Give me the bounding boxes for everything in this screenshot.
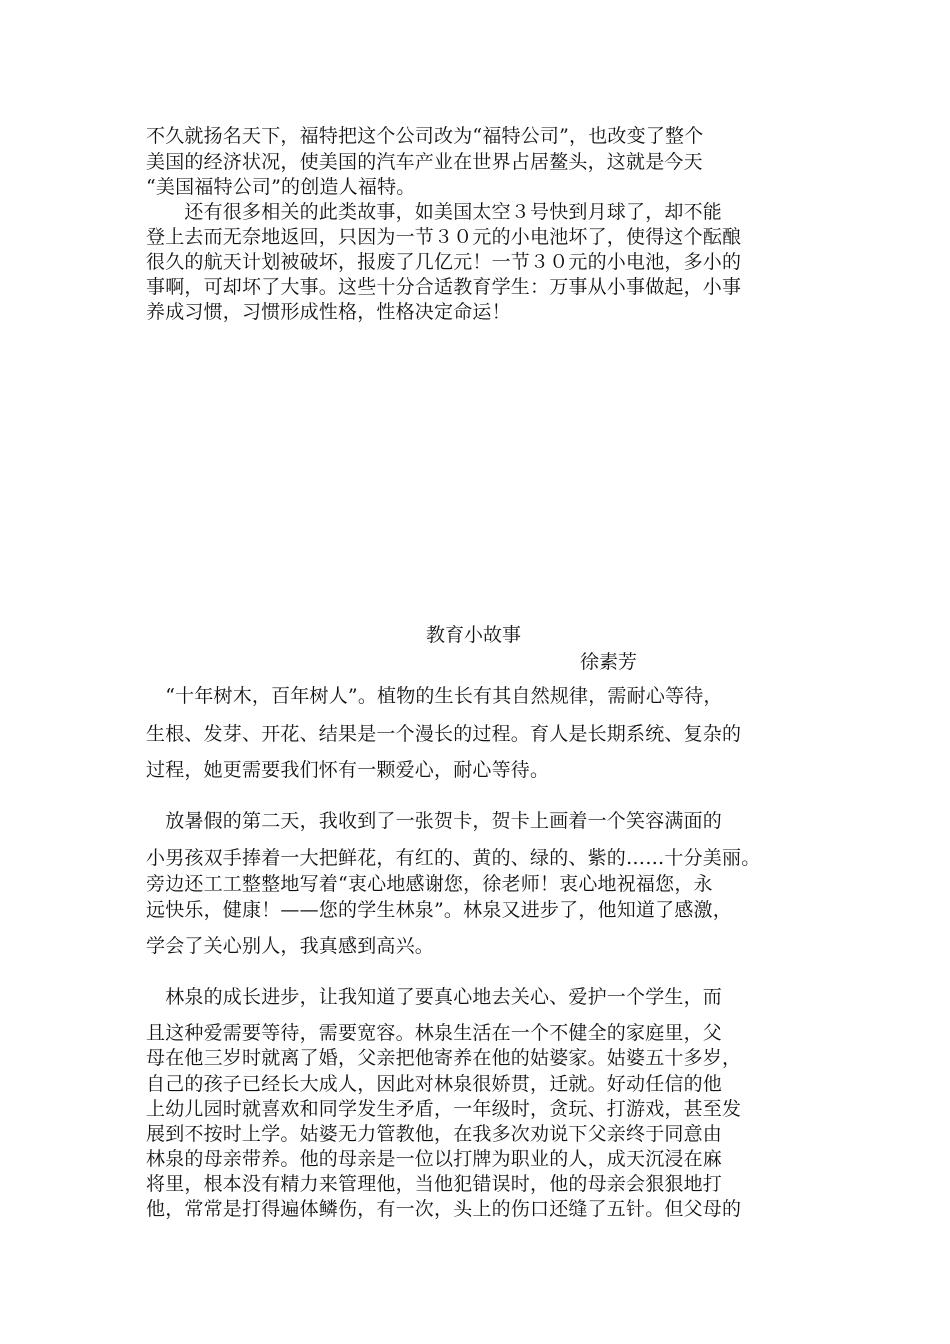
text-line: “十年树木，百年树人”。植物的生长有其自然规律，需耐心等待，	[146, 685, 723, 707]
text-line: 自己的孩子已经长大成人，因此对林泉很娇贯，迁就。好动任信的他	[146, 1073, 723, 1095]
text-line: 他，常常是打得遍体鳞伤，有一次，头上的伤口还缝了五针。但父母的	[146, 1198, 742, 1220]
text-line: 旁边还工工整整地写着“衷心地感谢您，徐老师！衷心地祝福您，永	[146, 873, 713, 895]
text-line: 不久就扬名天下，福特把这个公司改为“福特公司”，也改变了整个	[146, 125, 704, 147]
text-line: 林泉的母亲带养。他的母亲是一位以打牌为职业的人，成天沉浸在麻	[146, 1148, 723, 1170]
text-line: 将里，根本没有精力来管理他，当他犯错误时，他的母亲会狠狠地打	[146, 1173, 723, 1195]
text-line: 远快乐，健康！——您的学生林泉”。林泉又进步了，他知道了感激，	[146, 899, 732, 921]
text-line: 上幼儿园时就喜欢和同学发生矛盾，一年级时，贪玩、打游戏，甚至发	[146, 1098, 742, 1120]
text-line: 小男孩双手捧着一大把鲜花，有红的、黄的、绿的、紫的……十分美丽。	[146, 847, 761, 869]
text-line: 林泉的成长进步，让我知道了要真心地去关心、爱护一个学生，而	[146, 986, 723, 1008]
story-author: 徐素芳	[580, 651, 638, 673]
text-line: 养成习惯，习惯形成性格，性格决定命运！	[146, 301, 511, 323]
text-line: 登上去而无奈地返回，只因为一节３０元的小电池坏了，使得这个酝酿	[146, 226, 742, 248]
text-line: 放暑假的第二天，我收到了一张贺卡，贺卡上画着一个笑容满面的	[146, 810, 723, 832]
text-line: 且这种爱需要等待，需要宽容。林泉生活在一个不健全的家庭里，父	[146, 1022, 723, 1044]
text-line: 过程，她更需要我们怀有一颗爱心，耐心等待。	[146, 759, 550, 781]
text-line: 美国的经济状况，使美国的汽车产业在世界占居鳌头，这就是今天	[146, 151, 703, 173]
text-line: 很久的航天计划被破坏，报废了几亿元！一节３０元的小电池，多小的	[146, 251, 742, 273]
text-line: 展到不按时上学。姑婆无力管教他，在我多次劝说下父亲终于同意由	[146, 1123, 723, 1145]
text-line: 还有很多相关的此类故事，如美国太空３号快到月球了，却不能	[146, 201, 723, 223]
story-title: 教育小故事	[426, 624, 522, 646]
text-line: 学会了关心别人，我真感到高兴。	[146, 935, 435, 957]
text-line: 母在他三岁时就离了婚，父亲把他寄养在他的姑婆家。姑婆五十多岁，	[146, 1047, 742, 1069]
text-line: 生根、发芽、开花、结果是一个漫长的过程。育人是长期系统、复杂的	[146, 723, 742, 745]
text-line: “美国福特公司”的创造人福特。	[146, 176, 416, 198]
text-line: 事啊，可却坏了大事。这些十分合适教育学生：万事从小事做起，小事	[146, 276, 742, 298]
